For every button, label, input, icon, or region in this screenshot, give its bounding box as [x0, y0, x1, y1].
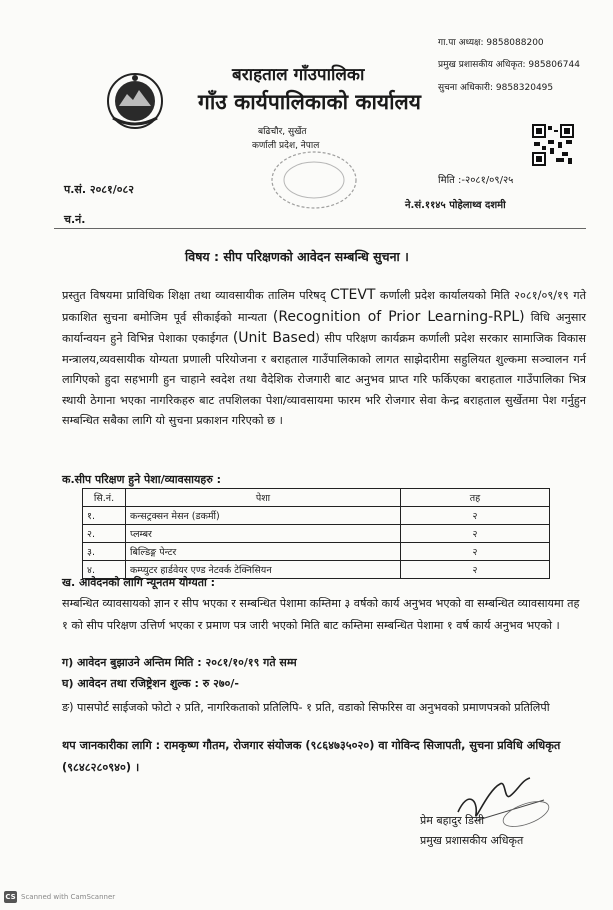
office-name-municipality: बराहताल गाँउपालिका	[232, 65, 365, 85]
occupations-heading: क.सीप परिक्षण हुने पेशा/व्यावसायहरु :	[62, 473, 222, 486]
application-deadline: ग) आवेदन बुझाउने अन्तिम मिति : २०८१/१०/१९ गते सम्म	[62, 656, 297, 669]
cell-occupation: बिल्डिङ्ग पेन्टर	[126, 543, 401, 561]
signatory-name: प्रेम बहादुर डिसी	[420, 814, 485, 827]
cell-occupation: कम्प्युटर हार्डवेयर एण्ड नेटवर्क टेक्निसियन	[126, 561, 401, 579]
contact-cao: प्रमुख प्रशासकीय अधिकृत: 985806744	[438, 60, 580, 70]
contact-chairperson: गा.पा अध्यक्ष: 9858088200	[438, 38, 544, 48]
cell-level: २	[401, 525, 550, 543]
body-text-part3: विधि अनुसार कार्यान्वयन हुने विभिन्न पेशाका एकाईगत	[62, 310, 586, 345]
qualification-text: सम्बन्धित व्यावसायको ज्ञान र सीप भएका र सम्बन्धित पेशामा कम्तिमा ३ वर्षको कार्य अनुभव भएको वा सम्बन्धित व्यावसायमा तह १ को सीप परिक्षण उत्तिर्ण भएका र प्रमाण पत्र जारी भएको मिति बाट कम्तिमा सम्बन्धित पेशामा १ वर्ष कार्य अनुभव भएको ।	[62, 597, 580, 632]
header-divider	[54, 228, 586, 229]
cell-sn: १.	[83, 507, 126, 525]
contact-info-officer: सुचना अधिकारी: 9858320495	[438, 83, 554, 93]
table-row	[83, 525, 550, 543]
registration-fee: घ) आवेदन तथा रजिष्ट्रेशन शुल्क : रु २७०/-	[62, 677, 239, 690]
cell-level: २	[401, 507, 550, 525]
body-text-part4: ) सीप परिक्षण कार्यक्रम कर्णाली प्रदेश सरकार सामाजिक विकास मन्त्रालय,व्यवसायीक योग्यता प्रणाली परियोजना र बराहताल गाउँपालिकाको लागत साझेदारीमा सहुलियत शुल्कमा सञ्चालन गर्न लागिएको हुदा सहभागी हुन चाहाने स्वदेश तथा वैदेशिक रोजगारी बाट अनुभव प्राप्त गरि फर्किएका बराहताल गाउँपालिका भित्र स्थायी ठेगाना भएका नागरिकहरु बाट तपशिलका पेशा/व्यावसायमा फारम भरि रोजगार सेवा केन्द्र बराहताल सुर्खेतमा पेश गर्नुहुन सम्बन्धित सबैका लागि यो सुचना प्रकाशन गरिएको छ ।	[62, 332, 586, 427]
notice-body-paragraph	[62, 285, 586, 432]
notice-subject: विषय : सीप परिक्षणको आवेदन सम्बन्धि सुचना ।	[185, 249, 409, 264]
office-address-line2: कर्णाली प्रदेश, नेपाल	[252, 141, 320, 151]
table-header-row	[83, 489, 550, 507]
body-text-part2: कर्णाली प्रदेश कार्यालयको मिति २०८१/०९/१९ गते प्रकाशित सुचना बमोजिम पूर्व सीकाईको मान्यता	[62, 289, 587, 324]
office-address-line1: बढिचौर, सुर्खेत	[258, 127, 307, 137]
office-stamp-icon	[268, 148, 360, 212]
table-row	[83, 543, 550, 561]
column-header-level: तह	[401, 489, 550, 507]
qr-code-icon	[532, 124, 574, 166]
nepal-emblem-icon	[105, 70, 165, 132]
letter-reference-number: प.सं. २०८१/०८२	[64, 183, 134, 196]
qualification-heading: ख. आवेदनको लागि न्यूनतम योग्यता :	[62, 576, 216, 589]
body-text-rpl: (Recognition of Prior Learning-RPL)	[272, 308, 525, 325]
cell-sn: ४.	[83, 561, 126, 579]
camscanner-logo-icon: CS	[5, 893, 16, 901]
scanner-watermark-text: Scanned with CamScanner	[21, 893, 116, 901]
table-row	[83, 507, 550, 525]
cell-occupation: कन्सट्रक्सन मेसन (डकर्मी)	[126, 507, 401, 525]
cell-sn: २.	[83, 525, 126, 543]
dispatch-number: च.नं.	[64, 213, 86, 226]
body-text-ctevt: CTEVT	[330, 287, 376, 303]
body-text-part1: प्रस्तुत विषयमा प्राविधिक शिक्षा तथा व्यावसायीक तालिम परिषद्	[62, 289, 331, 302]
body-text-unit-based: (Unit Based	[232, 330, 316, 346]
column-header-occupation: पेशा	[126, 489, 401, 507]
office-name-executive: गाँउ कार्यपालिकाको कार्यालय	[198, 90, 421, 114]
contact-info-paragraph: थप जानकारीका लागि : रामकृष्ण गौतम, रोजगार संयोजक (९८६४७३५०२०) वा गोविन्द सिजापती, सुचना प्रविधि अधिकृत (९८४८२८०९४०) ।	[62, 739, 561, 774]
scanner-watermark	[4, 891, 115, 903]
nepal-samvat-date: ने.सं.११४५ पोहेलाथ्व दशमी	[405, 200, 506, 211]
cell-level: २	[401, 561, 550, 579]
required-documents: ङ) पासपोर्ट साईजको फोटो २ प्रति, नागरिकताको प्रतिलिपि- १ प्रति, वडाको सिफरिस वा अनुभवको प्रमाणपत्रको प्रतिलिपी	[62, 701, 550, 714]
column-header-sn: सि.नं.	[83, 489, 126, 507]
signatory-title: प्रमुख प्रशासकीय अधिकृत	[420, 834, 524, 847]
cell-level: २	[401, 543, 550, 561]
letter-date: मिति :-२०८१/०९/२५	[438, 175, 514, 186]
cell-sn: ३.	[83, 543, 126, 561]
occupations-table	[82, 488, 550, 579]
cell-occupation: प्लम्बर	[126, 525, 401, 543]
